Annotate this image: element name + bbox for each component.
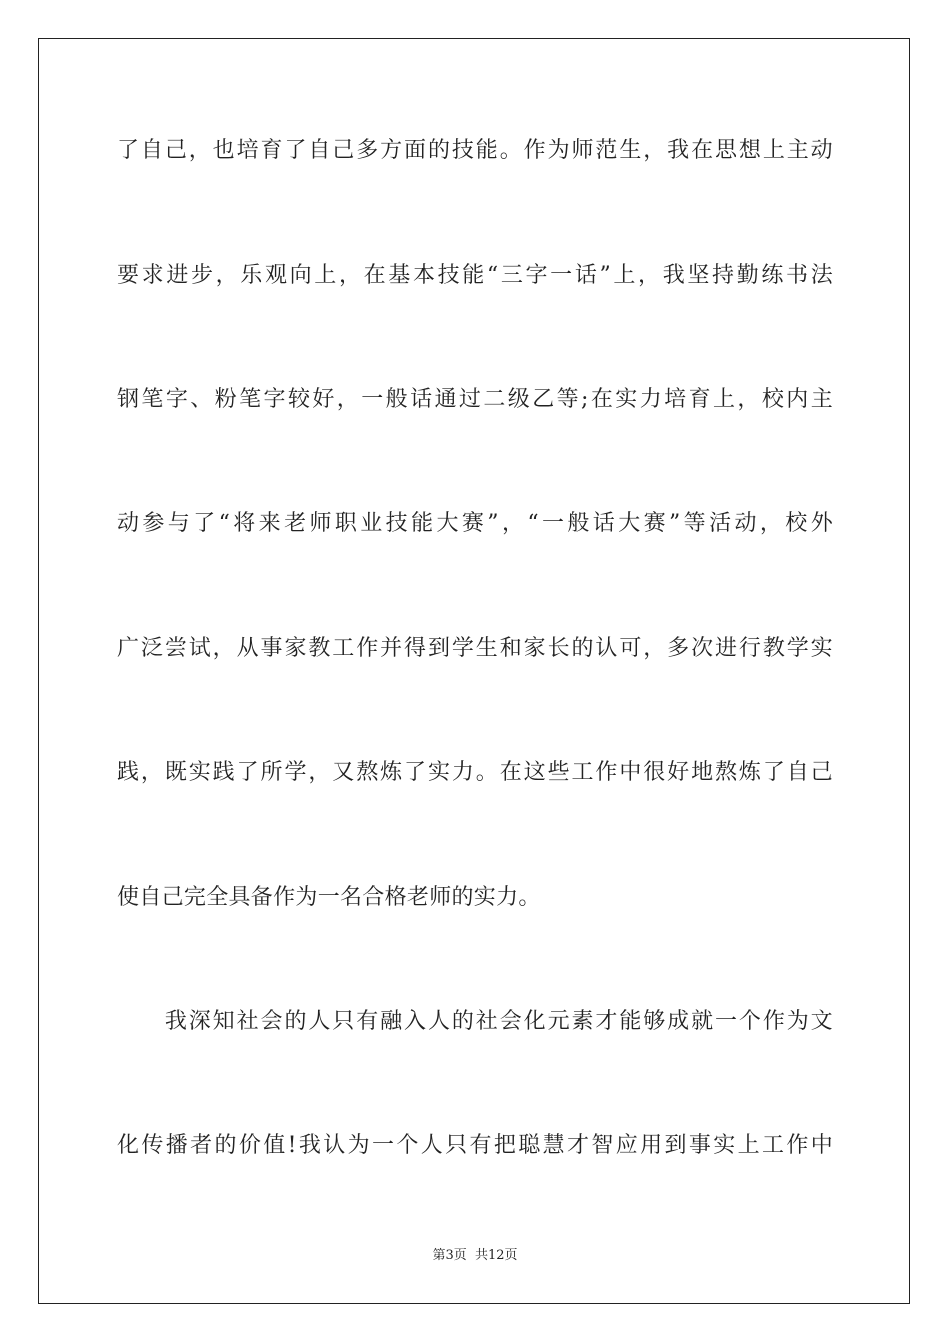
text-line: 使自己完全具备作为一名合格老师的实力。 (117, 885, 541, 910)
page-number-footer: 第3页 共12页 (432, 1248, 518, 1263)
text-line: 了自己，也培育了自己多方面的技能。作为师范生，我在思想上主动 (117, 138, 833, 163)
text-line: 广泛尝试，从事家教工作并得到学生和家长的认可，多次进行教学实 (117, 636, 833, 661)
text-line: 化传播者的价值!我认为一个人只有把聪慧才智应用到事实上工作中 (117, 1133, 833, 1158)
text-line: 我深知社会的人只有融入人的社会化元素才能够成就一个作为文 (117, 1009, 833, 1034)
text-line: 践，既实践了所学，又熬炼了实力。在这些工作中很好地熬炼了自己 (117, 760, 833, 785)
text-line: 要求进步，乐观向上，在基本技能“三字一话”上，我坚持勤练书法 (117, 263, 833, 288)
text-line: 钢笔字、粉笔字较好，一般话通过二级乙等;在实力培育上，校内主 (117, 387, 833, 412)
text-line: 动参与了“将来老师职业技能大赛”，“一般话大赛”等活动，校外 (117, 511, 833, 536)
page-border (38, 38, 910, 1304)
